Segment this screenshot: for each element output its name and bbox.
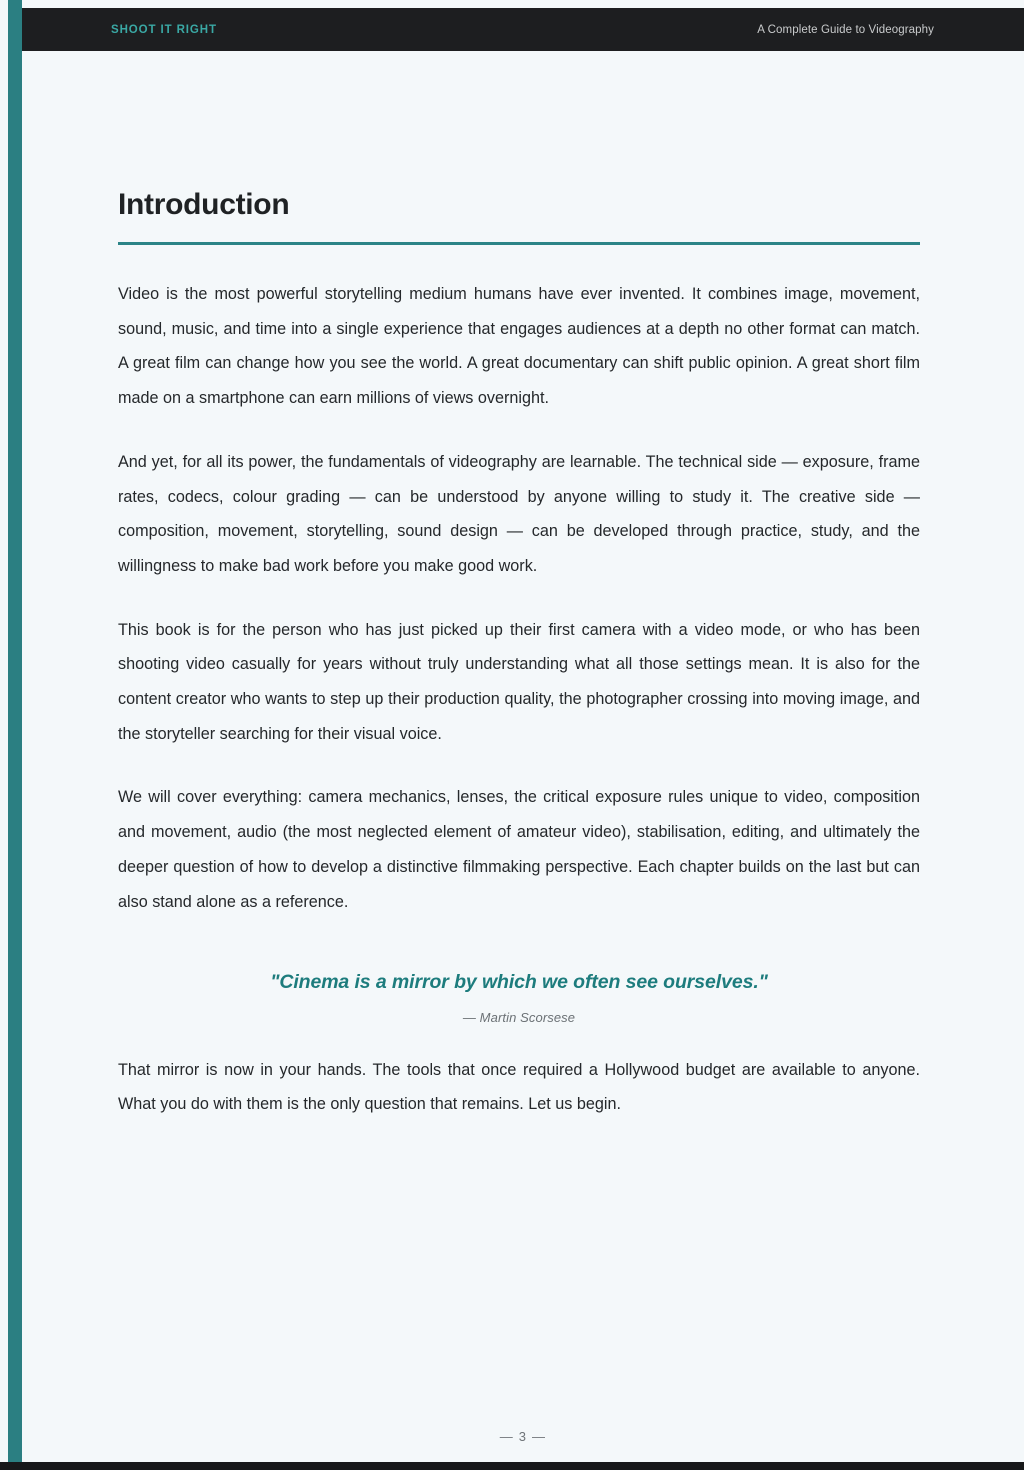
page-footer: [22, 1428, 1024, 1446]
paragraph: This book is for the person who has just picked up their first camera with a video mode, or who has been shooting video casually for years without truly understanding what all those settings mean. It is also for the content creator who wants to step up their production quality, the photographer crossing into moving image, and the storyteller searching for their visual voice.: [118, 620, 920, 743]
chapter-content: [118, 0, 920, 1122]
left-accent-strip: [8, 0, 22, 1462]
paragraph: We will cover everything: camera mechanics, lenses, the critical exposure rules unique to video, composition and movement, audio (the most neglected element of amateur video), stabilisation, editing, and ultimately the deeper question of how to develop a distinctive filmmaking perspective. Each chapter builds on the last but can also stand alone as a reference.: [118, 788, 920, 911]
pull-quote-attribution: — Martin Scorsese: [462, 1009, 576, 1025]
header-subtitle: A Complete Guide to Videography: [757, 23, 934, 36]
pull-quote: [118, 919, 920, 1024]
paragraph: And yet, for all its power, the fundamentals of videography are learnable. The technical side — exposure, frame rates, codecs, colour grading — can be understood by anyone willing to study it. The creative side — composition, movement, storytelling, sound design — can be developed through practice, study, and the willingness to make bad work before you make good work.: [118, 452, 920, 575]
pull-quote-text: "Cinema is a mirror by which we often see ourselves.": [270, 971, 768, 994]
header-logo: SHOOT IT RIGHT: [111, 23, 217, 36]
paragraph: That mirror is now in your hands. The tools that once required a Hollywood budget are available to anyone. What you do with them is the only question that remains. Let us begin.: [118, 1060, 920, 1114]
paragraph: Video is the most powerful storytelling medium humans have ever invented. It combines image, movement, sound, music, and time into a single experience that engages audiences at a depth no other format can match. A great film can change how you see the world. A great documentary can shift public opinion. A great short film made on a smartphone can earn millions of views overnight.: [118, 285, 920, 408]
page-title: Introduction: [118, 188, 290, 221]
page-number: — 3 —: [499, 1429, 547, 1444]
bottom-edge-bar: [0, 1462, 1024, 1470]
